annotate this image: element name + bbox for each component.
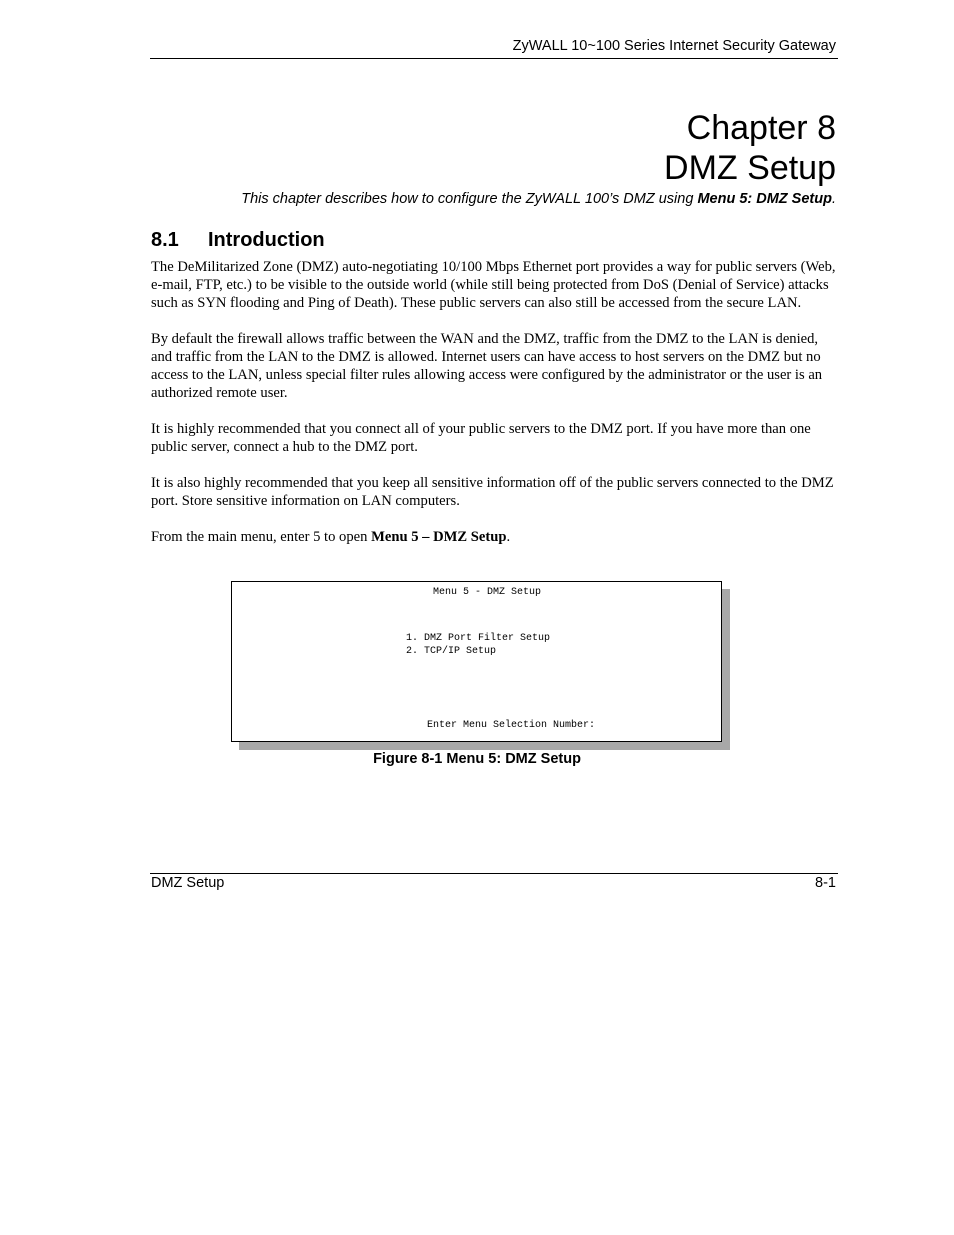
chapter-number: Chapter 8	[686, 109, 836, 147]
paragraph-firewall-default: By default the firewall allows traffic between the WAN and the DMZ, traffic from the DMZ to the LAN is denied, and traffic from the LAN to the DMZ is allowed. Internet users can have access to host servers on the DMZ but no access to the LAN, unless special filter rules allowing access were configured by the administrator or the user is an authorized remote user.	[151, 331, 823, 401]
terminal-screen	[231, 581, 722, 742]
chapter-intro	[241, 191, 836, 207]
running-header: ZyWALL 10~100 Series Internet Security Gateway	[512, 38, 836, 54]
section-number: 8.1	[151, 229, 179, 251]
menu-item-tcpip-setup[interactable]: 2. TCP/IP Setup	[406, 646, 497, 657]
open-menu-end: .	[506, 529, 511, 545]
open-menu-text: From the main menu, enter 5 to open	[151, 529, 372, 545]
section-heading	[151, 229, 325, 252]
page-number: 8-1	[815, 875, 836, 891]
body-text	[151, 258, 841, 564]
chapter-heading	[664, 108, 836, 188]
open-menu-name: Menu 5 – DMZ Setup	[371, 529, 507, 545]
figure-caption: Figure 8-1 Menu 5: DMZ Setup	[373, 751, 581, 767]
chapter-intro-menu-name: Menu 5: DMZ Setup	[697, 191, 832, 207]
menu-item-dmz-port-filter[interactable]: 1. DMZ Port Filter Setup	[406, 633, 551, 644]
header-divider	[150, 58, 838, 59]
paragraph-open-menu	[151, 528, 841, 546]
paragraph-sensitive-info: It is also highly recommended that you keep all sensitive information off of the public servers connected to the DMZ port. Store sensitive information on LAN computers.	[151, 475, 834, 509]
menu-selection-prompt[interactable]: Enter Menu Selection Number:	[427, 720, 596, 731]
paragraph-dmz-overview: The DeMilitarized Zone (DMZ) auto-negotiating 10/100 Mbps Ethernet port provides a way for public servers (Web, e-mail, FTP, etc.) to be visible to the outside world (while still being protected from DoS (Denial of Service) attacks such as SYN flooding and Ping of Death). These public servers can also still be accessed from the secure LAN.	[151, 259, 836, 311]
chapter-title: DMZ Setup	[664, 149, 836, 187]
terminal-title: Menu 5 - DMZ Setup	[433, 587, 542, 598]
chapter-intro-text: This chapter describes how to configure the ZyWALL 100’s DMZ using	[241, 191, 698, 207]
paragraph-connect-servers: It is highly recommended that you connect all of your public servers to the DMZ port. If you have more than one public server, connect a hub to the DMZ port.	[151, 421, 811, 455]
chapter-intro-end: .	[831, 191, 836, 207]
section-title: Introduction	[208, 229, 325, 251]
footer-divider	[150, 873, 838, 874]
footer-section-name: DMZ Setup	[151, 875, 225, 891]
